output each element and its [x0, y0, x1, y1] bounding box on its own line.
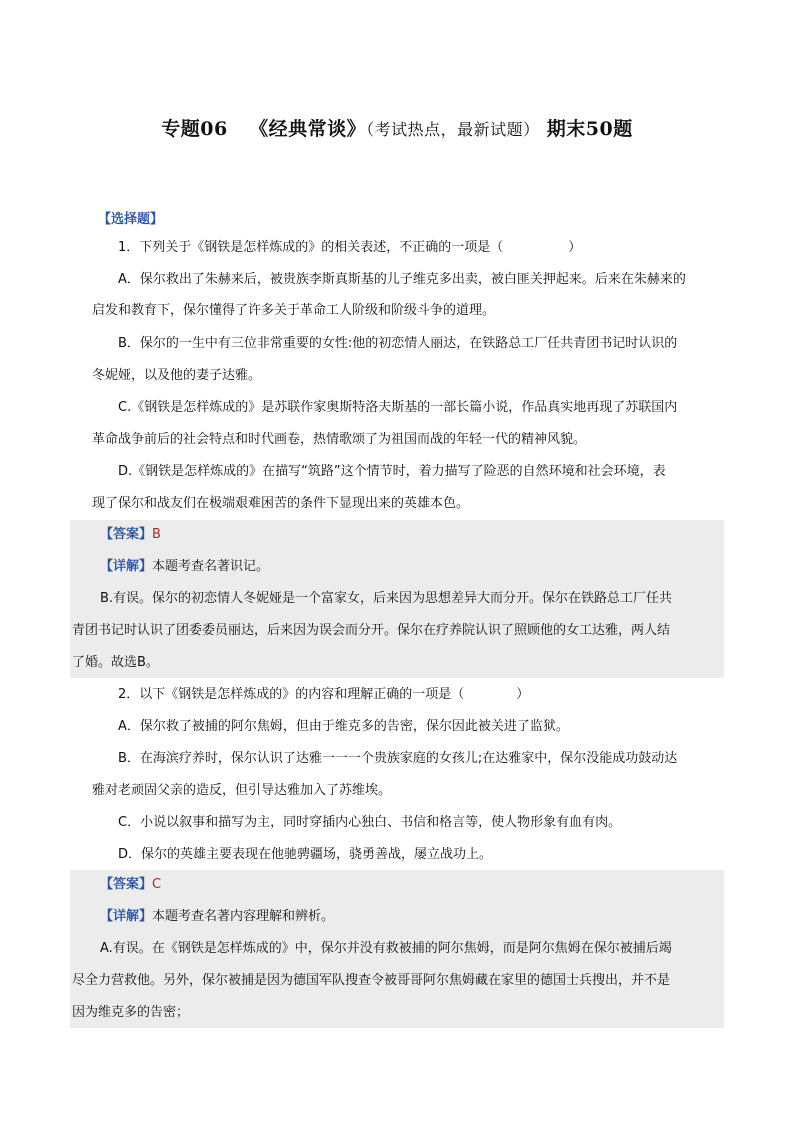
q1-detail: [100, 558, 269, 576]
q1-option-c-line2: 革命战争前后的社会特点和时代画卷，热情歌颂了为祖国而战的年轻一代的精神风貌。: [92, 432, 587, 447]
q2-detail-text: 本题考查名著内容理解和辨析。: [152, 909, 335, 924]
q2-explanation-line1: A.有误。在《钢铁是怎样炼成的》中，保尔并没有救被捕的阿尔焦姆，而是阿尔焦姆在保尔被捕后竭: [100, 941, 672, 956]
q1-stem: 1．下列关于《钢铁是怎样炼成的》的相关表述，不正确的一项是（ ）: [118, 240, 582, 255]
q2-answer-box: [70, 870, 724, 1028]
q2-option-d-line1: D．保尔的英雄主要表现在他驰骋疆场，骁勇善战，屡立战功上。: [118, 847, 493, 862]
title-note: （考试热点，最新试题）: [366, 120, 540, 139]
q1-option-a-line2: 启发和教育下，保尔懂得了许多关于革命工人阶级和阶级斗争的道理。: [92, 303, 496, 318]
q1-option-b-line2: 冬妮娅，以及他的妻子达雅。: [92, 368, 262, 383]
q1-answer-box: [70, 520, 724, 678]
q1-detail-text: 本题考查名著识记。: [152, 559, 270, 574]
q2-option-b-line2: 雅对老顽固父亲的造反，但引导达雅加入了苏维埃。: [92, 783, 392, 798]
q1-explanation-line1: B.有误。保尔的初恋情人冬妮娅是一个富家女，后来因为思想差异大而分开。保尔在铁路总工厂任共: [100, 591, 673, 606]
page-title: [0, 114, 794, 141]
q2-explanation-line2: 尽全力营救他。另外，保尔被捕是因为德国军队搜查令被哥哥阿尔焦姆藏在家里的德国士兵搜出，并不是: [72, 973, 671, 988]
q1-answer-tag: 【答案】: [100, 527, 153, 542]
q2-stem: 2．以下《钢铁是怎样炼成的》的内容和理解正确的一项是（ ）: [118, 687, 530, 702]
q2-option-a-line1: A．保尔救了被捕的阿尔焦姆，但由于维克多的告密，保尔因此被关进了监狱。: [118, 719, 569, 734]
q2-answer: [100, 876, 161, 894]
q1-option-c-line1: C.《钢铁是怎样炼成的》是苏联作家奥斯特洛夫斯基的一部长篇小说，作品真实地再现了苏联国内: [118, 400, 678, 415]
q2-answer-tag: 【答案】: [100, 877, 153, 892]
q2-option-b-line1: B．在海滨疗养时，保尔认识了达雅一一一个贵族家庭的女孩儿;在达雅家中，保尔没能成功鼓动达: [118, 751, 678, 766]
q2-explanation-line3: 因为维克多的告密；: [72, 1005, 190, 1020]
q1-explanation-line3: 了婚。故选B。: [72, 655, 159, 670]
q1-answer: [100, 526, 161, 544]
title-main: 专题06: [161, 118, 228, 140]
q1-detail-tag: 【详解】: [100, 559, 153, 574]
q2-detail-tag: 【详解】: [100, 909, 153, 924]
q1-option-d-line1: D.《钢铁是怎样炼成的》在描写“筑路”这个情节时，着力描写了险恶的自然环境和社会环境，表: [118, 464, 666, 479]
q2-detail: [100, 908, 334, 926]
q2-answer-value: C: [152, 877, 162, 892]
q1-option-b-line1: B．保尔的一生中有三位非常重要的女性:他的初恋情人丽达，在铁路总工厂任共青团书记时认识的: [118, 336, 678, 351]
q1-answer-value: B: [152, 527, 161, 542]
q2-option-c-line1: C．小说以叙事和描写为主，同时穿插内心独白、书信和格言等，使人物形象有血有肉。: [118, 815, 622, 830]
q1-option-a-line1: A．保尔救出了朱赫来后，被贵族李斯真斯基的儿子维克多出卖，被白匪关押起来。后来在朱赫来的: [118, 272, 686, 287]
title-book: 《经典常谈》: [249, 118, 367, 140]
q1-option-d-line2: 现了保尔和战友们在极端艰难困苦的条件下显现出来的英雄本色。: [92, 496, 470, 511]
q1-explanation-line2: 青团书记时认识了团委委员丽达，后来因为误会而分开。保尔在疗养院认识了照顾他的女工达雅，两人结: [72, 623, 671, 638]
title-tail: 期末50题: [546, 118, 633, 140]
section-label: 【选择题】: [98, 212, 164, 227]
